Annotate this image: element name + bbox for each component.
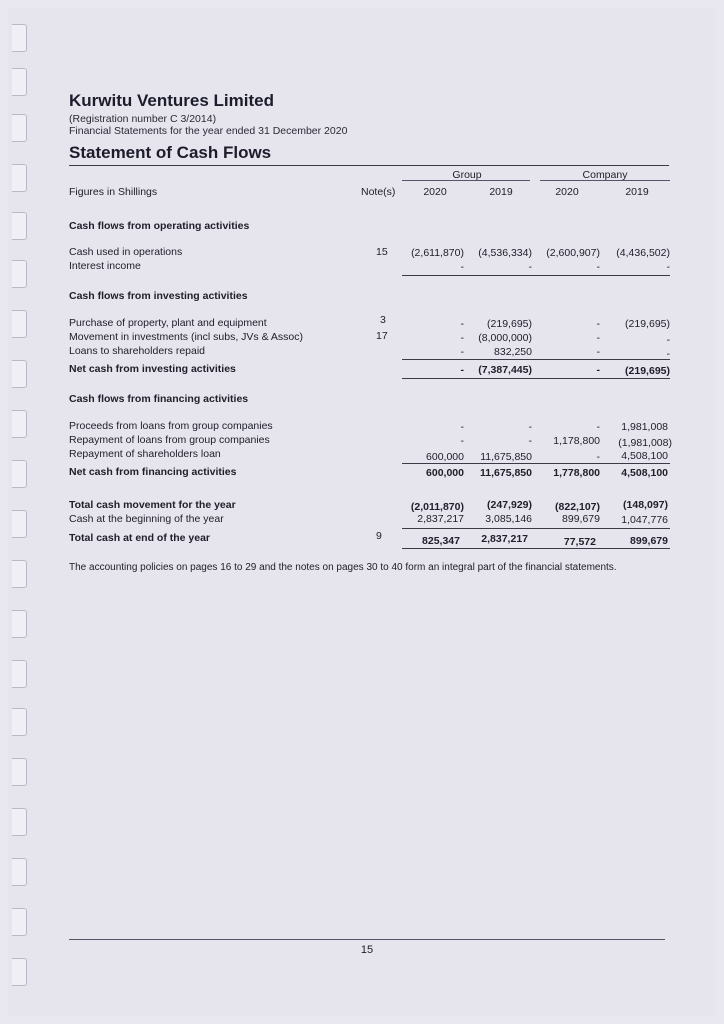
title-rule: [69, 165, 669, 166]
cell-value: (2,600,907): [546, 247, 600, 259]
row-label: Net cash from financing activities: [69, 466, 237, 478]
subtotal-rule: [402, 463, 670, 464]
cell-value: -: [460, 318, 464, 330]
cell-value: 1,778,800: [553, 467, 600, 479]
cell-value: -: [596, 451, 600, 463]
cell-value: -: [460, 346, 464, 358]
row-label: Purchase of property, plant and equipment: [69, 317, 267, 329]
cell-value: -: [528, 435, 532, 447]
cell-value: -: [528, 421, 532, 433]
cell-value: -: [666, 348, 670, 360]
row-label: Interest income: [69, 260, 141, 272]
row-label: Cash at the beginning of the year: [69, 513, 224, 525]
cell-value: (219,695): [487, 318, 532, 330]
cell-value: 1,981,008: [621, 421, 668, 433]
cell-value: (219,695): [625, 365, 670, 377]
cell-value: (2,011,870): [410, 501, 464, 513]
double-total-rule: [402, 548, 670, 549]
year-header: 2020: [555, 186, 579, 198]
cell-value: (219,695): [625, 318, 670, 330]
cell-value: (148,097): [623, 499, 668, 511]
cell-value: (822,107): [555, 501, 600, 513]
cell-value: 899,679: [630, 535, 668, 547]
cell-value: -: [666, 334, 670, 346]
cell-value: (8,000,000): [478, 332, 532, 344]
subtotal-rule: [402, 359, 670, 360]
cell-value: -: [596, 421, 600, 433]
cell-value: (7,387,445): [478, 364, 532, 376]
cell-value: 11,675,850: [480, 451, 532, 463]
subtotal-rule: [402, 275, 670, 276]
group-header-rule: [402, 180, 530, 181]
row-note: 3: [380, 314, 386, 326]
cell-value: -: [596, 346, 600, 358]
total-rule: [402, 378, 670, 379]
cell-value: -: [460, 261, 464, 273]
company-header-rule: [540, 180, 670, 181]
statement-title: Statement of Cash Flows: [69, 143, 272, 162]
row-label: Loans to shareholders repaid: [69, 345, 206, 357]
cell-value: -: [528, 261, 532, 273]
row-label: Cash used in operations: [69, 246, 183, 258]
row-note: 17: [376, 330, 388, 342]
cell-value: (1,981,008): [618, 437, 672, 449]
cell-value: -: [460, 421, 464, 433]
subtotal-rule: [402, 528, 670, 529]
footer-rule: [69, 939, 665, 940]
row-label: Repayment of shareholders loan: [69, 448, 221, 460]
cell-value: 832,250: [494, 346, 532, 358]
section-heading: Cash flows from financing activities: [69, 393, 249, 405]
row-note: 9: [376, 530, 382, 542]
section-heading: Cash flows from operating activities: [69, 220, 250, 232]
cell-value: 1,047,776: [621, 514, 668, 526]
registration-number: (Registration number C 3/2014): [69, 113, 217, 125]
cell-value: -: [596, 332, 600, 344]
cell-value: 825,347: [422, 535, 460, 547]
cell-value: (2,611,870): [411, 247, 464, 259]
cell-value: (247,929): [487, 499, 532, 511]
cell-value: -: [666, 261, 670, 273]
section-heading: Cash flows from investing activities: [69, 290, 248, 302]
year-header: 2020: [423, 186, 447, 198]
cell-value: 899,679: [562, 513, 600, 525]
year-header: 2019: [625, 186, 649, 198]
row-label: Proceeds from loans from group companies: [69, 420, 273, 432]
company-header: Company: [582, 169, 628, 181]
cell-value: -: [596, 364, 600, 376]
row-note: 15: [376, 246, 388, 258]
group-header: Group: [452, 169, 482, 181]
row-label: Total cash movement for the year: [69, 499, 236, 511]
cell-value: -: [596, 318, 600, 330]
cell-value: 4,508,100: [621, 450, 668, 462]
cell-value: (4,536,334): [478, 247, 532, 259]
page-number: 15: [360, 944, 374, 956]
cell-value: 600,000: [426, 451, 464, 463]
notes-column-header: Note(s): [361, 186, 396, 198]
cell-value: -: [460, 332, 464, 344]
cell-value: (4,436,502): [616, 247, 670, 259]
row-label: Net cash from investing activities: [69, 363, 236, 375]
year-header: 2019: [489, 186, 513, 198]
cell-value: 11,675,850: [480, 467, 532, 479]
cell-value: 4,508,100: [621, 467, 668, 479]
cell-value: 2,837,217: [481, 533, 528, 545]
cell-value: -: [460, 435, 464, 447]
cell-value: 3,085,146: [485, 513, 532, 525]
statement-period: Financial Statements for the year ended 31 December 2020: [69, 125, 348, 137]
cell-value: -: [596, 261, 600, 273]
cell-value: 2,837,217: [417, 513, 464, 525]
company-name: Kurwitu Ventures Limited: [69, 91, 274, 110]
cell-value: -: [460, 364, 464, 376]
row-label: Total cash at end of the year: [69, 532, 211, 544]
cell-value: 77,572: [563, 536, 596, 548]
figures-label: Figures in Shillings: [69, 186, 158, 198]
cell-value: 1,178,800: [553, 435, 600, 447]
row-label: Movement in investments (incl subs, JVs & Assoc): [69, 331, 303, 343]
row-label: Repayment of loans from group companies: [69, 434, 270, 446]
cell-value: 600,000: [426, 467, 464, 479]
footnote: The accounting policies on pages 16 to 29 and the notes on pages 30 to 40 form an integral part of the financial statements.: [69, 562, 617, 573]
